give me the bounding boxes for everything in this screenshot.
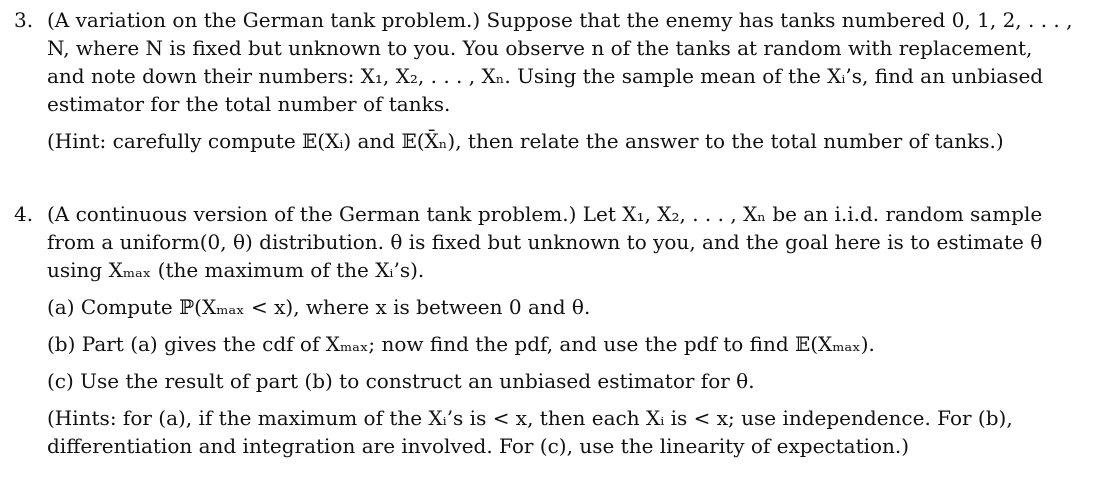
problem-3-line-4: estimator for the total number of tanks.: [47, 92, 451, 116]
problem-4-line-2: from a uniform(0, θ) distribution. θ is fixed but unknown to you, and the goal here is to estimate θ: [47, 230, 1043, 254]
problem-4-line-3: using Xₘₐₓ (the maximum of the Xᵢ’s).: [47, 258, 425, 282]
problem-3-line-2: N, where N is fixed but unknown to you. You observe n of the tanks at random with replacement,: [47, 36, 1033, 60]
problem-4-number: 4.: [14, 202, 34, 226]
problem-3-hint: (Hint: carefully compute 𝔼(Xᵢ) and 𝔼(X̄ₙ), then relate the answer to the total number of tanks.): [47, 129, 1004, 153]
problem-3-number: 3.: [14, 8, 34, 32]
problem-4-part-c: (c) Use the result of part (b) to construct an unbiased estimator for θ.: [47, 369, 755, 393]
problem-4-hint-line-1: (Hints: for (a), if the maximum of the Xᵢ’s is < x, then each Xᵢ is < x; use independence. For (b),: [47, 406, 1013, 430]
problem-4-part-b: (b) Part (a) gives the cdf of Xₘₐₓ; now find the pdf, and use the pdf to find 𝔼(Xₘₐₓ).: [47, 332, 875, 356]
problem-3-line-1: (A variation on the German tank problem.) Suppose that the enemy has tanks numbered 0, 1, 2, . . . ,: [47, 8, 1073, 32]
problem-4-hint-line-2: differentiation and integration are involved. For (c), use the linearity of expectation.): [47, 434, 910, 458]
problem-4-line-1: (A continuous version of the German tank problem.) Let X₁, X₂, . . . , Xₙ be an i.i.d. random sample: [47, 202, 1043, 226]
problem-3-line-3: and note down their numbers: X₁, X₂, . . . , Xₙ. Using the sample mean of the Xᵢ’s, find an unbiased: [47, 64, 1044, 88]
problem-4-part-a: (a) Compute ℙ(Xₘₐₓ < x), where x is between 0 and θ.: [47, 295, 591, 319]
